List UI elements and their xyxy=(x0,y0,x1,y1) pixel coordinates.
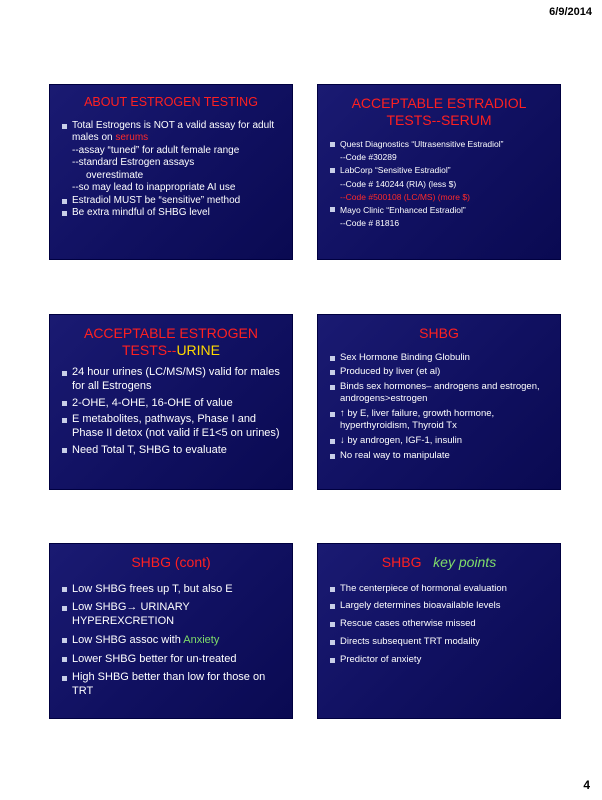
bullet-list xyxy=(50,366,292,458)
list-item: E metabolites, pathways, Phase I and Phase II detox (not valid if E1<5 on urines) xyxy=(62,413,284,441)
list-item: Directs subsequent TRT modality xyxy=(330,636,552,648)
bullet-list xyxy=(318,583,560,666)
slide-shbg-key-points xyxy=(317,543,561,719)
list-item: 2-OHE, 4-OHE, 16-OHE of value xyxy=(62,397,284,411)
slide-acceptable-estradiol-serum xyxy=(317,84,561,260)
list-item: 24 hour urines (LC/MS/MS) valid for males for all Estrogens xyxy=(62,366,284,394)
list-item xyxy=(62,634,284,648)
list-item: overestimate xyxy=(86,169,144,181)
page-number: 4 xyxy=(583,778,590,792)
bullet-list xyxy=(318,352,560,462)
list-item: Sex Hormone Binding Globulin xyxy=(330,352,552,364)
slide-title xyxy=(50,325,292,358)
list-item: Mayo Clinic “Enhanced Estradiol” xyxy=(330,204,552,217)
slide-acceptable-estrogen-urine xyxy=(49,314,293,490)
list-item: --Code # 81816 xyxy=(340,218,400,229)
list-item: No real way to manipulate xyxy=(330,450,552,462)
title-part-green: key points xyxy=(433,554,497,570)
slide-shbg-cont xyxy=(49,543,293,719)
list-item xyxy=(62,120,284,145)
list-item: LabCorp “Sensitive Estradiol” xyxy=(330,164,552,177)
title-part-red: ACCEPTABLE ESTROGEN TESTS-- xyxy=(83,325,258,358)
slide-title: ABOUT ESTROGEN TESTING xyxy=(84,95,258,109)
list-item: ↑ by E, liver failure, growth hormone, hyperthyroidism, Thyroid Tx xyxy=(330,408,552,432)
list-item: --Code #30289 xyxy=(340,152,397,163)
title-part-yellow: URINE xyxy=(176,341,220,358)
list-item: Largely determines bioavailable levels xyxy=(330,600,552,612)
list-item: --standard Estrogen assays xyxy=(72,157,195,169)
list-item: Low SHBG frees up T, but also E xyxy=(62,583,284,597)
bullet-list xyxy=(318,138,560,230)
list-item: --Code # 140244 (RIA) (less $) xyxy=(340,178,457,189)
list-item: Estradiol MUST be “sensitive” method xyxy=(62,195,284,208)
list-item: --Code #500108 (LC/MS) (more $) xyxy=(340,191,470,202)
list-item: Quest Diagnostics “Ultrasensitive Estradiol” xyxy=(330,138,552,151)
slide-about-estrogen-testing xyxy=(49,84,293,260)
list-item: --so may lead to inappropriate AI use xyxy=(72,182,236,194)
list-item: Low SHBG→ URINARY HYPEREXCRETION xyxy=(62,601,284,629)
slide-title: SHBG xyxy=(419,325,459,341)
list-item: Be extra mindful of SHBG level xyxy=(62,207,284,220)
bullet-text: Low SHBG assoc with xyxy=(72,633,184,646)
highlight-text: serums xyxy=(115,132,149,144)
page-date: 6/9/2014 xyxy=(549,6,592,18)
list-item: Produced by liver (et al) xyxy=(330,366,552,378)
list-item: Need Total T, SHBG to evaluate xyxy=(62,444,284,458)
slide-title xyxy=(318,554,560,571)
list-item: Rescue cases otherwise missed xyxy=(330,618,552,630)
slide-shbg xyxy=(317,314,561,490)
list-item: High SHBG better than low for those on TRT xyxy=(62,671,284,699)
slide-title: SHBG (cont) xyxy=(131,554,211,570)
title-part-red: SHBG xyxy=(381,554,422,570)
bullet-list xyxy=(50,583,292,699)
list-item: ↓ by androgen, IGF-1, insulin xyxy=(330,435,552,447)
list-item: Predictor of anxiety xyxy=(330,654,552,666)
bullet-text: Total Estrogens is NOT a valid assay for adult males on xyxy=(72,119,275,144)
slide-title: ACCEPTABLE ESTRADIOL TESTS--SERUM xyxy=(351,95,527,128)
list-item: --assay “tuned” for adult female range xyxy=(72,144,240,156)
list-item: The centerpiece of hormonal evaluation xyxy=(330,583,552,595)
highlight-text: Anxiety xyxy=(183,633,220,646)
list-item: Lower SHBG better for un-treated xyxy=(62,653,284,667)
bullet-list xyxy=(50,120,292,220)
list-item: Binds sex hormones– androgens and estrogen, androgens>estrogen xyxy=(330,381,552,405)
